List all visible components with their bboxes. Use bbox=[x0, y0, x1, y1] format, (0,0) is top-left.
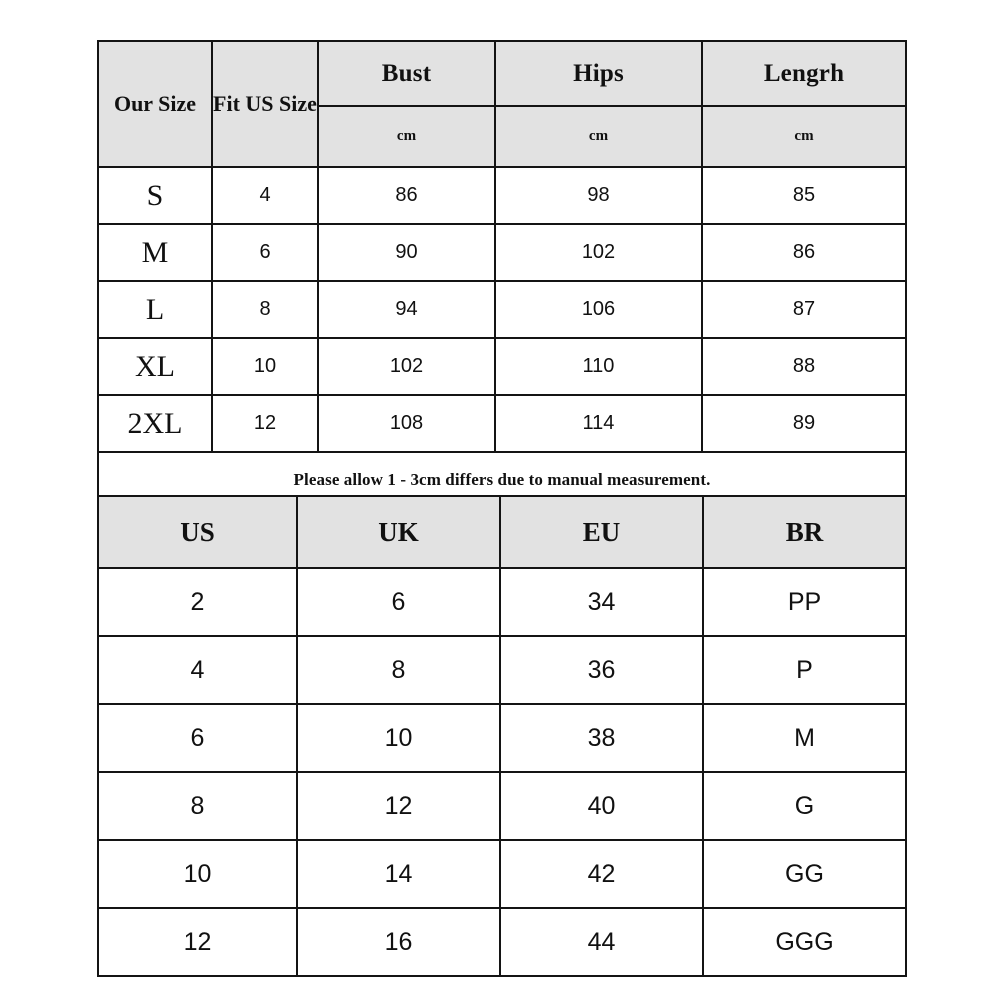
table-row bbox=[98, 568, 906, 636]
measurement-note: Please allow 1 - 3cm differs due to manual measurement. bbox=[98, 452, 906, 507]
cell-fit-us: 6 bbox=[212, 224, 318, 281]
cell-bust: 108 bbox=[318, 395, 495, 452]
cell-uk: 6 bbox=[297, 568, 500, 636]
header-length: Lengrh bbox=[702, 41, 906, 106]
cell-us: 10 bbox=[98, 840, 297, 908]
cell-eu: 38 bbox=[500, 704, 703, 772]
cell-br: PP bbox=[703, 568, 906, 636]
cell-br: GG bbox=[703, 840, 906, 908]
cell-length: 85 bbox=[702, 167, 906, 224]
cell-uk: 10 bbox=[297, 704, 500, 772]
cell-us: 2 bbox=[98, 568, 297, 636]
table-row bbox=[98, 840, 906, 908]
cell-us: 4 bbox=[98, 636, 297, 704]
cell-fit-us: 10 bbox=[212, 338, 318, 395]
cell-br: M bbox=[703, 704, 906, 772]
cell-eu: 42 bbox=[500, 840, 703, 908]
header-unit-hips: cm bbox=[495, 106, 702, 167]
header-our-size: Our Size bbox=[98, 41, 212, 167]
cell-uk: 8 bbox=[297, 636, 500, 704]
header-unit-length: cm bbox=[702, 106, 906, 167]
header-fit-us-size: Fit US Size bbox=[212, 41, 318, 167]
cell-hips: 114 bbox=[495, 395, 702, 452]
size-conversion-table bbox=[97, 495, 907, 977]
table-row bbox=[98, 167, 906, 224]
table-row bbox=[98, 772, 906, 840]
table-row bbox=[98, 908, 906, 976]
header-br: BR bbox=[703, 496, 906, 568]
cell-bust: 102 bbox=[318, 338, 495, 395]
cell-br: G bbox=[703, 772, 906, 840]
table-row bbox=[98, 636, 906, 704]
cell-fit-us: 8 bbox=[212, 281, 318, 338]
size-measurement-table bbox=[97, 40, 907, 508]
cell-length: 86 bbox=[702, 224, 906, 281]
cell-our-size: L bbox=[98, 281, 212, 338]
cell-eu: 34 bbox=[500, 568, 703, 636]
cell-eu: 40 bbox=[500, 772, 703, 840]
table-row bbox=[98, 395, 906, 452]
cell-eu: 44 bbox=[500, 908, 703, 976]
cell-us: 8 bbox=[98, 772, 297, 840]
cell-hips: 106 bbox=[495, 281, 702, 338]
header-uk: UK bbox=[297, 496, 500, 568]
table-row bbox=[98, 704, 906, 772]
table-header-row-main bbox=[98, 41, 906, 106]
header-unit-bust: cm bbox=[318, 106, 495, 167]
cell-uk: 16 bbox=[297, 908, 500, 976]
cell-us: 6 bbox=[98, 704, 297, 772]
cell-hips: 102 bbox=[495, 224, 702, 281]
header-hips: Hips bbox=[495, 41, 702, 106]
header-bust: Bust bbox=[318, 41, 495, 106]
cell-fit-us: 12 bbox=[212, 395, 318, 452]
header-us: US bbox=[98, 496, 297, 568]
cell-uk: 14 bbox=[297, 840, 500, 908]
cell-fit-us: 4 bbox=[212, 167, 318, 224]
cell-uk: 12 bbox=[297, 772, 500, 840]
table-row bbox=[98, 224, 906, 281]
cell-our-size: S bbox=[98, 167, 212, 224]
cell-bust: 86 bbox=[318, 167, 495, 224]
cell-length: 89 bbox=[702, 395, 906, 452]
table-row bbox=[98, 338, 906, 395]
cell-our-size: M bbox=[98, 224, 212, 281]
cell-br: GGG bbox=[703, 908, 906, 976]
conversion-header-row bbox=[98, 496, 906, 568]
cell-br: P bbox=[703, 636, 906, 704]
cell-bust: 90 bbox=[318, 224, 495, 281]
cell-length: 88 bbox=[702, 338, 906, 395]
cell-our-size: XL bbox=[98, 338, 212, 395]
cell-hips: 98 bbox=[495, 167, 702, 224]
cell-us: 12 bbox=[98, 908, 297, 976]
cell-eu: 36 bbox=[500, 636, 703, 704]
cell-our-size: 2XL bbox=[98, 395, 212, 452]
cell-hips: 110 bbox=[495, 338, 702, 395]
cell-length: 87 bbox=[702, 281, 906, 338]
header-eu: EU bbox=[500, 496, 703, 568]
table-row bbox=[98, 281, 906, 338]
cell-bust: 94 bbox=[318, 281, 495, 338]
